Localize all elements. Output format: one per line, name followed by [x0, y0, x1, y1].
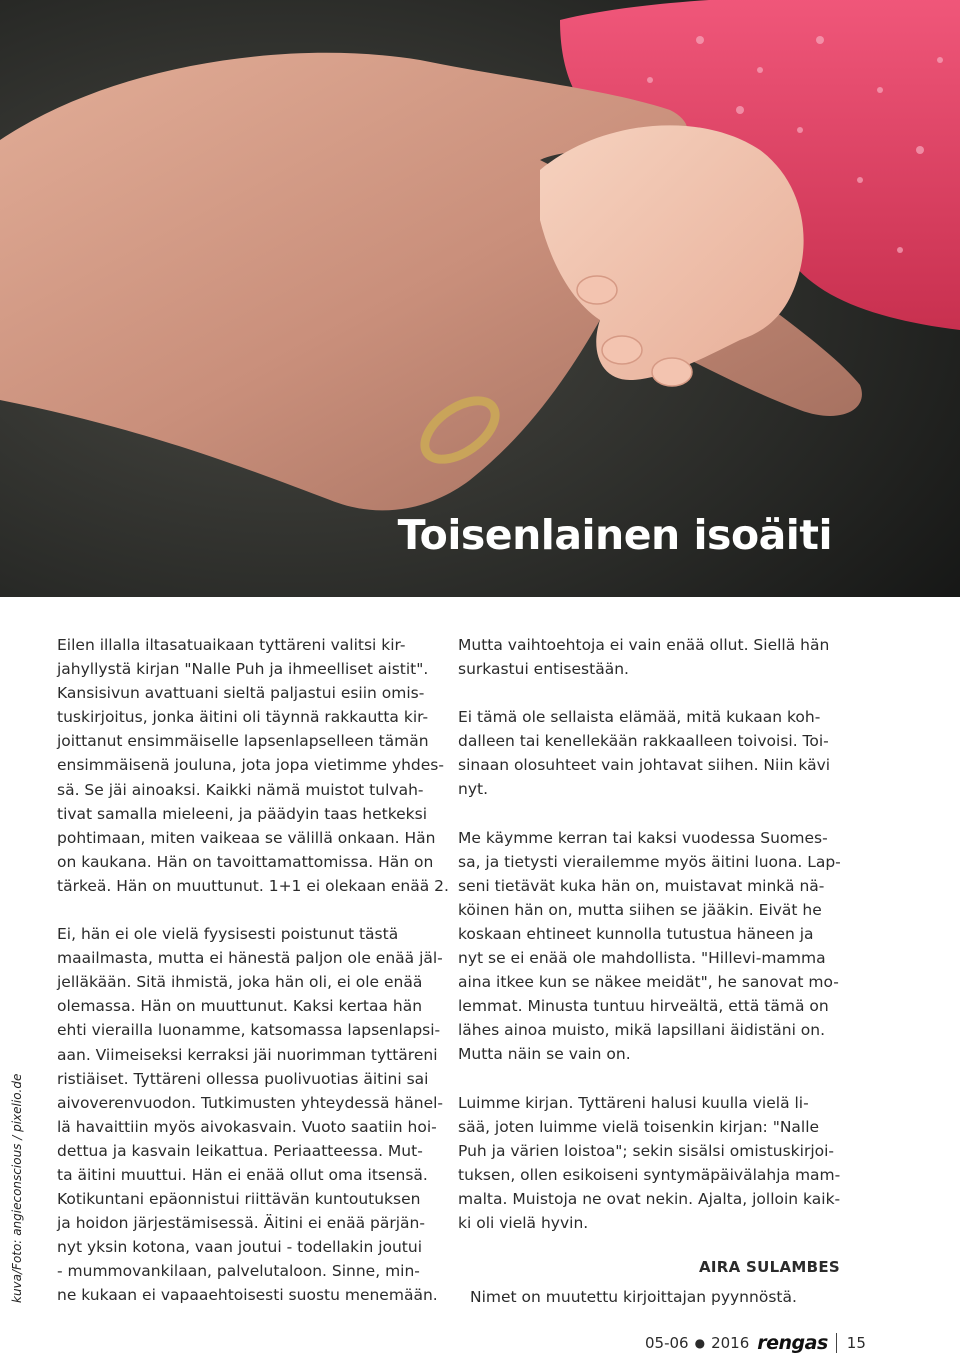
text-line: surkastui entisestään. — [458, 660, 629, 679]
text-line: malta. Muistoja ne ovat nekin. Ajalta, jolloin kaik- — [458, 1189, 841, 1208]
issue-number: 05-06 — [645, 1334, 689, 1352]
text-line: ta äitini muuttui. Hän ei enää ollut oma itsensä. — [57, 1165, 428, 1184]
paragraph — [57, 633, 449, 898]
author-name: AIRA SULAMBES — [698, 1258, 840, 1277]
text-line: Mutta vaihtoehtoja ei vain enää ollut. Siellä hän — [458, 636, 830, 654]
paragraph — [458, 633, 840, 681]
text-line: Luimme kirjan. Tyttäreni halusi kuulla vielä li- — [458, 1093, 809, 1112]
text-line: nyt yksin kotona, vaan joutui - todellakin joutui — [57, 1238, 423, 1257]
text-line: sa, ja tietysti vierailemme myös äitini luona. Lap- — [458, 852, 841, 871]
text-line: Ei, hän ei ole vielä fyysisesti poistunut tästä — [57, 925, 399, 944]
text-line: sä. Se jäi ainoaksi. Kaikki nämä muistot tulvah- — [57, 780, 424, 799]
text-line: sinaan olosuhteet vain johtavat siihen. Niin kävi — [458, 756, 831, 775]
text-line: jelläkään. Sitä ihmistä, joka hän oli, ei ole enää — [57, 973, 423, 992]
text-line: tuksen, ollen esikoiseni syntymäpäivälahja mam- — [458, 1165, 841, 1184]
text-line: aina itkee kun se näkee meidät", he sanovat mo- — [458, 973, 839, 992]
text-line: joittanut ensimmäiselle lapsenlapselleen tämän — [57, 732, 429, 751]
text-line: tivat samalla mieleeni, ja päädyin taas hetkeksi — [57, 804, 428, 823]
issue-year: 2016 — [711, 1334, 750, 1352]
article-column-left — [57, 633, 449, 1308]
text-line: Eilen illalla iltasatuaikaan tyttäreni valitsi kir- — [57, 636, 406, 654]
text-line: tärkeä. Hän on muuttunut. 1+1 ei olekaan enää 2. — [57, 876, 449, 895]
text-line: pohtimaan, miten vaikeaa se välillä onkaan. Hän — [57, 828, 436, 847]
magazine-logo: rengas — [757, 1332, 828, 1354]
article-column-right — [458, 633, 840, 1309]
text-line: maailmasta, mutta ei hänestä paljon ole enää jäl- — [57, 949, 443, 968]
text-line: sää, joten luimme vielä toisenkin kirjan: "Nalle — [458, 1117, 820, 1136]
footer-divider — [836, 1333, 837, 1353]
text-line: Me käymme kerran tai kaksi vuodessa Suomes- — [458, 828, 828, 847]
bullet-icon: ● — [694, 1336, 706, 1350]
text-line: ehti vierailla luonamme, katsomassa lapsenlapsi- — [57, 1021, 441, 1040]
text-line: aan. Viimeiseksi kerraksi jäi nuorimman tyttäreni — [57, 1045, 438, 1064]
text-line: lemmat. Minusta tuntuu hirveältä, että tämä on — [458, 997, 829, 1016]
hero-photo — [0, 0, 960, 597]
text-line: on kaukana. Hän on tavoittamattomissa. Hän on — [57, 852, 434, 871]
text-line: ensimmäisenä jouluna, jota jopa vietimme yhdes- — [57, 756, 444, 775]
text-line: Puh ja värien loistoa"; sekin sisälsi omistuskirjoi- — [458, 1141, 835, 1160]
photo-credit: kuva/Foto: angieconscious / pixelio.de — [10, 1073, 24, 1303]
text-line: nyt. — [458, 780, 489, 799]
photo-hands-icon — [0, 0, 960, 597]
text-line: köinen hän on, mutta siihen se jääkin. Eivät he — [458, 900, 822, 919]
text-line: - mummovankilaan, palvelutaloon. Sinne, min- — [57, 1262, 420, 1281]
page-footer — [645, 1333, 866, 1353]
paragraph — [57, 922, 444, 1308]
text-line: aivoverenvuodon. Tutkimusten yhteydessä hänel- — [57, 1093, 444, 1112]
text-line: ja hoidon järjestämisessä. Äitini ei enää pärjän- — [57, 1214, 425, 1233]
text-line: ristiäiset. Tyttäreni ollessa puolivuotias äitini sai — [57, 1069, 429, 1088]
text-line: Kotikuntani epäonnistui riittävän kuntoutuksen — [57, 1190, 421, 1209]
paragraph — [458, 705, 840, 801]
paragraph — [458, 826, 840, 1067]
text-line: tuskirjoitus, jonka äitini oli täynnä rakkautta kir- — [57, 708, 429, 727]
editor-note: Nimet on muutettu kirjoittajan pyynnöstä. — [470, 1288, 797, 1307]
text-line: lähes ainoa muisto, mikä lapsillani äidistäni on. — [458, 1021, 826, 1040]
text-line: ne kukaan ei vapaaehtoisesti suostu menemään. — [57, 1286, 438, 1305]
text-line: olemassa. Hän on muuttunut. Kaksi kertaa hän — [57, 997, 423, 1016]
paragraph — [458, 1091, 840, 1236]
text-line: Mutta näin se vain on. — [458, 1045, 631, 1064]
text-line: Ei tämä ole sellaista elämää, mitä kukaan koh- — [458, 708, 821, 727]
article-title: Toisenlainen isoäiti — [397, 511, 832, 559]
text-line: lä havaittiin myös aivokasvain. Vuoto saatiin hoi- — [57, 1117, 437, 1136]
text-line: nyt se ei enää ole mahdollista. "Hillevi-mamma — [458, 949, 826, 968]
text-line: dettua ja kasvain leikattua. Periaatteessa. Mut- — [57, 1141, 423, 1160]
text-line: seni tietävät kuka hän on, muistavat minkä nä- — [458, 876, 825, 895]
text-line: koskaan ehtineet kunnolla tutustua häneen ja — [458, 924, 814, 943]
text-line: ki oli vielä hyvin. — [458, 1213, 589, 1232]
text-line: dalleen tai kenellekään rakkaalleen toivoisi. Toi- — [458, 732, 829, 751]
text-line: Kansisivun avattuani sieltä paljastui esiin omis- — [57, 684, 425, 703]
text-line: jahyllystä kirjan "Nalle Puh ja ihmeelliset aistit". — [57, 660, 429, 679]
page-number: 15 — [846, 1334, 866, 1352]
